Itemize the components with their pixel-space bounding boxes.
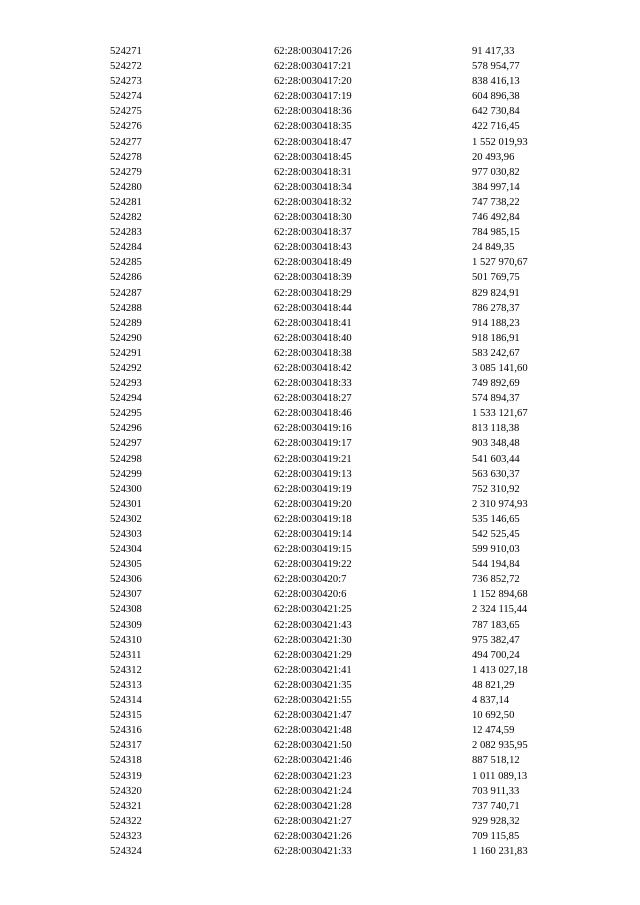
- value-cell: 20 493,96: [472, 151, 515, 163]
- value-cell: 48 821,29: [472, 679, 515, 691]
- cadastral-number-cell: 62:28:0030418:47: [274, 136, 352, 148]
- table-row: [0, 165, 640, 180]
- value-cell: 838 416,13: [472, 76, 520, 88]
- row-number-cell: 524314: [110, 695, 142, 707]
- table-row: [0, 678, 640, 693]
- table-row: [0, 542, 640, 557]
- row-number-cell: 524324: [110, 845, 142, 857]
- value-cell: 574 894,37: [472, 393, 520, 405]
- cadastral-number-cell: 62:28:0030421:55: [274, 695, 352, 707]
- table-row: [0, 270, 640, 285]
- row-number-cell: 524274: [110, 91, 142, 103]
- cadastral-number-cell: 62:28:0030419:17: [274, 438, 352, 450]
- table-row: [0, 361, 640, 376]
- row-number-cell: 524293: [110, 378, 142, 390]
- table-row: [0, 633, 640, 648]
- table-row: [0, 814, 640, 829]
- value-cell: 494 700,24: [472, 649, 520, 661]
- value-cell: 975 382,47: [472, 634, 520, 646]
- value-cell: 501 769,75: [472, 272, 520, 284]
- table-row: [0, 391, 640, 406]
- value-cell: 914 188,23: [472, 317, 520, 329]
- row-number-cell: 524290: [110, 332, 142, 344]
- row-number-cell: 524280: [110, 181, 142, 193]
- table-row: [0, 421, 640, 436]
- value-cell: 709 115,85: [472, 830, 520, 842]
- cadastral-number-cell: 62:28:0030419:14: [274, 529, 352, 540]
- cadastral-number-cell: 62:28:0030418:40: [274, 332, 352, 344]
- table-row: [0, 572, 640, 587]
- table-row: [0, 180, 640, 195]
- cadastral-number-cell: 62:28:0030419:19: [274, 483, 352, 495]
- cadastral-number-cell: 62:28:0030421:33: [274, 845, 352, 857]
- cadastral-number-cell: 62:28:0030419:18: [274, 513, 352, 525]
- table-row: [0, 482, 640, 497]
- value-cell: 1 011 089,13: [472, 770, 528, 782]
- row-number-cell: 524286: [110, 272, 142, 284]
- value-cell: 563 630,37: [472, 468, 520, 480]
- row-number-cell: 524273: [110, 76, 142, 88]
- table-row: [0, 769, 640, 784]
- value-cell: 2 310 974,93: [472, 498, 528, 510]
- table-row: [0, 467, 640, 482]
- row-number-cell: 524284: [110, 242, 142, 254]
- cadastral-number-cell: 62:28:0030419:13: [274, 468, 352, 480]
- value-cell: 422 716,45: [472, 121, 520, 133]
- cadastral-number-cell: 62:28:0030421:47: [274, 710, 352, 722]
- cadastral-number-cell: 62:28:0030417:19: [274, 91, 352, 103]
- value-cell: 4 837,14: [472, 695, 510, 707]
- value-cell: 1 413 027,18: [472, 664, 528, 676]
- cadastral-number-cell: 62:28:0030418:35: [274, 121, 352, 133]
- row-number-cell: 524313: [110, 679, 142, 691]
- value-cell: 887 518,12: [472, 755, 520, 767]
- value-cell: 384 997,14: [472, 181, 520, 193]
- value-cell: 903 348,48: [472, 438, 520, 450]
- row-number-cell: 524298: [110, 453, 142, 465]
- value-cell: 746 492,84: [472, 212, 520, 224]
- row-number-cell: 524301: [110, 498, 142, 510]
- value-cell: 12 474,59: [472, 725, 515, 737]
- table-row: [0, 316, 640, 331]
- row-number-cell: 524304: [110, 544, 142, 556]
- value-cell: 749 892,69: [472, 378, 520, 390]
- value-cell: 918 186,91: [472, 332, 520, 344]
- table-row: [0, 527, 640, 542]
- cadastral-number-cell: 62:28:0030419:21: [274, 453, 352, 465]
- cadastral-number-cell: 62:28:0030421:50: [274, 740, 352, 752]
- table-row: [0, 829, 640, 844]
- cadastral-number-cell: 62:28:0030421:25: [274, 604, 352, 616]
- table-row: [0, 663, 640, 678]
- value-cell: 604 896,38: [472, 91, 520, 103]
- table-row: [0, 346, 640, 361]
- table-row: [0, 557, 640, 572]
- table-row: [0, 618, 640, 633]
- row-number-cell: 524316: [110, 725, 142, 737]
- cadastral-number-cell: 62:28:0030418:34: [274, 181, 352, 193]
- cadastral-number-cell: 62:28:0030418:45: [274, 151, 352, 163]
- value-cell: 599 910,03: [472, 544, 520, 556]
- cadastral-number-cell: 62:28:0030418:36: [274, 106, 352, 118]
- table-row: [0, 708, 640, 723]
- cadastral-number-cell: 62:28:0030421:24: [274, 785, 352, 797]
- table-row: [0, 150, 640, 165]
- table-row: [0, 436, 640, 451]
- row-number-cell: 524300: [110, 483, 142, 495]
- row-number-cell: 524288: [110, 302, 142, 314]
- table-row: [0, 753, 640, 768]
- cadastral-number-cell: 62:28:0030421:46: [274, 755, 352, 767]
- value-cell: 10 692,50: [472, 710, 515, 722]
- row-number-cell: 524294: [110, 393, 142, 405]
- table-row: [0, 844, 640, 859]
- value-cell: 1 533 121,67: [472, 408, 528, 420]
- cadastral-number-cell: 62:28:0030418:49: [274, 257, 352, 269]
- table-row: [0, 512, 640, 527]
- cadastral-number-cell: 62:28:0030419:16: [274, 423, 352, 435]
- table-row: [0, 74, 640, 89]
- cadastral-number-cell: 62:28:0030418:46: [274, 408, 352, 420]
- table-row: [0, 376, 640, 391]
- value-cell: 829 824,91: [472, 287, 520, 299]
- cadastral-number-cell: 62:28:0030421:35: [274, 679, 352, 691]
- value-cell: 91 417,33: [472, 46, 515, 57]
- table-row: [0, 59, 640, 74]
- table-row: [0, 738, 640, 753]
- value-cell: 642 730,84: [472, 106, 520, 118]
- value-cell: 703 911,33: [472, 785, 520, 797]
- row-number-cell: 524319: [110, 770, 142, 782]
- value-cell: 3 085 141,60: [472, 362, 528, 374]
- table-row: [0, 135, 640, 150]
- row-number-cell: 524302: [110, 513, 142, 525]
- table-row: [0, 602, 640, 617]
- cadastral-number-cell: 62:28:0030420:7: [274, 574, 347, 586]
- cadastral-number-cell: 62:28:0030421:43: [274, 619, 352, 631]
- value-cell: 747 738,22: [472, 196, 520, 208]
- row-number-cell: 524285: [110, 257, 142, 269]
- table-row: [0, 497, 640, 512]
- value-cell: 787 183,65: [472, 619, 520, 631]
- row-number-cell: 524310: [110, 634, 142, 646]
- row-number-cell: 524315: [110, 710, 142, 722]
- row-number-cell: 524278: [110, 151, 142, 163]
- cadastral-number-cell: 62:28:0030418:43: [274, 242, 352, 254]
- cadastral-number-cell: 62:28:0030418:29: [274, 287, 352, 299]
- row-number-cell: 524282: [110, 212, 142, 224]
- row-number-cell: 524276: [110, 121, 142, 133]
- value-cell: 1 160 231,83: [472, 845, 528, 857]
- table-row: [0, 210, 640, 225]
- cadastral-number-cell: 62:28:0030418:38: [274, 347, 352, 359]
- cadastral-number-cell: 62:28:0030417:20: [274, 76, 352, 88]
- value-cell: 752 310,92: [472, 483, 520, 495]
- row-number-cell: 524322: [110, 815, 142, 827]
- table-row: [0, 225, 640, 240]
- row-number-cell: 524275: [110, 106, 142, 118]
- row-number-cell: 524297: [110, 438, 142, 450]
- cadastral-number-cell: 62:28:0030418:30: [274, 212, 352, 224]
- cadastral-number-cell: 62:28:0030418:44: [274, 302, 352, 314]
- value-cell: 2 324 115,44: [472, 604, 528, 616]
- cadastral-number-cell: 62:28:0030417:21: [274, 61, 352, 73]
- value-cell: 1 552 019,93: [472, 136, 528, 148]
- value-cell: 737 740,71: [472, 800, 520, 812]
- value-cell: 929 928,32: [472, 815, 520, 827]
- row-number-cell: 524287: [110, 287, 142, 299]
- value-cell: 786 278,37: [472, 302, 520, 314]
- table-row: [0, 195, 640, 210]
- value-cell: 578 954,77: [472, 61, 520, 73]
- cadastral-number-cell: 62:28:0030421:30: [274, 634, 352, 646]
- cadastral-number-cell: 62:28:0030421:27: [274, 815, 352, 827]
- row-number-cell: 524281: [110, 196, 142, 208]
- row-number-cell: 524303: [110, 529, 142, 540]
- table-row: [0, 784, 640, 799]
- cadastral-number-cell: 62:28:0030418:33: [274, 378, 352, 390]
- row-number-cell: 524323: [110, 830, 142, 842]
- cadastral-number-cell: 62:28:0030418:41: [274, 317, 352, 329]
- row-number-cell: 524295: [110, 408, 142, 420]
- row-number-cell: 524308: [110, 604, 142, 616]
- cadastral-table: [0, 44, 640, 859]
- table-row: [0, 723, 640, 738]
- value-cell: 784 985,15: [472, 227, 520, 239]
- row-number-cell: 524289: [110, 317, 142, 329]
- row-number-cell: 524317: [110, 740, 142, 752]
- row-number-cell: 524321: [110, 800, 142, 812]
- table-row: [0, 286, 640, 301]
- row-number-cell: 524292: [110, 362, 142, 374]
- table-row: [0, 240, 640, 255]
- row-number-cell: 524320: [110, 785, 142, 797]
- table-row: [0, 119, 640, 134]
- table-row: [0, 693, 640, 708]
- value-cell: 813 118,38: [472, 423, 520, 435]
- row-number-cell: 524307: [110, 589, 142, 601]
- row-number-cell: 524312: [110, 664, 142, 676]
- row-number-cell: 524309: [110, 619, 142, 631]
- value-cell: 2 082 935,95: [472, 740, 528, 752]
- cadastral-number-cell: 62:28:0030418:32: [274, 196, 352, 208]
- value-cell: 583 242,67: [472, 347, 520, 359]
- table-row: [0, 331, 640, 346]
- cadastral-number-cell: 62:28:0030421:29: [274, 649, 352, 661]
- row-number-cell: 524299: [110, 468, 142, 480]
- cadastral-number-cell: 62:28:0030421:28: [274, 800, 352, 812]
- value-cell: 24 849,35: [472, 242, 515, 254]
- cadastral-number-cell: 62:28:0030421:26: [274, 830, 352, 842]
- table-row: [0, 301, 640, 316]
- cadastral-number-cell: 62:28:0030418:27: [274, 393, 352, 405]
- cadastral-number-cell: 62:28:0030419:15: [274, 544, 352, 556]
- value-cell: 736 852,72: [472, 574, 520, 586]
- row-number-cell: 524272: [110, 61, 142, 73]
- row-number-cell: 524311: [110, 649, 142, 661]
- table-row: [0, 406, 640, 421]
- table-row: [0, 648, 640, 663]
- value-cell: 977 030,82: [472, 166, 520, 178]
- cadastral-number-cell: 62:28:0030420:6: [274, 589, 347, 601]
- cadastral-number-cell: 62:28:0030417:26: [274, 46, 352, 57]
- table-row: [0, 44, 640, 59]
- table-row: [0, 799, 640, 814]
- row-number-cell: 524318: [110, 755, 142, 767]
- value-cell: 535 146,65: [472, 513, 520, 525]
- cadastral-number-cell: 62:28:0030419:20: [274, 498, 352, 510]
- row-number-cell: 524271: [110, 46, 142, 57]
- row-number-cell: 524283: [110, 227, 142, 239]
- value-cell: 541 603,44: [472, 453, 520, 465]
- table-row: [0, 104, 640, 119]
- value-cell: 1 152 894,68: [472, 589, 528, 601]
- cadastral-number-cell: 62:28:0030421:41: [274, 664, 352, 676]
- cadastral-number-cell: 62:28:0030418:39: [274, 272, 352, 284]
- row-number-cell: 524296: [110, 423, 142, 435]
- value-cell: 1 527 970,67: [472, 257, 528, 269]
- row-number-cell: 524305: [110, 559, 142, 571]
- cadastral-number-cell: 62:28:0030421:48: [274, 725, 352, 737]
- cadastral-number-cell: 62:28:0030421:23: [274, 770, 352, 782]
- row-number-cell: 524279: [110, 166, 142, 178]
- value-cell: 544 194,84: [472, 559, 520, 571]
- cadastral-number-cell: 62:28:0030418:42: [274, 362, 352, 374]
- row-number-cell: 524306: [110, 574, 142, 586]
- cadastral-number-cell: 62:28:0030419:22: [274, 559, 352, 571]
- cadastral-number-cell: 62:28:0030418:31: [274, 166, 352, 178]
- table-row: [0, 255, 640, 270]
- table-row: [0, 452, 640, 467]
- value-cell: 542 525,45: [472, 529, 520, 540]
- row-number-cell: 524277: [110, 136, 142, 148]
- cadastral-number-cell: 62:28:0030418:37: [274, 227, 352, 239]
- table-row: [0, 89, 640, 104]
- table-row: [0, 587, 640, 602]
- row-number-cell: 524291: [110, 347, 142, 359]
